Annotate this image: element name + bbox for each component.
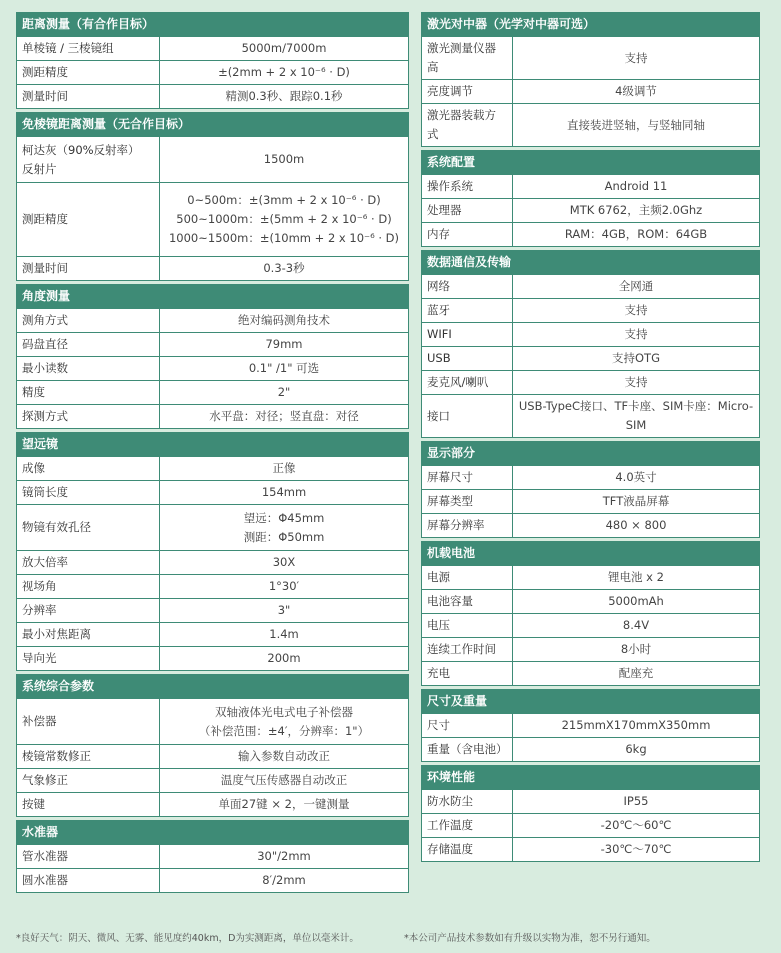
- section-title: 水准器: [16, 820, 409, 844]
- spec-value-line: 0.1" /1" 可选: [248, 361, 320, 375]
- spec-value: [160, 37, 409, 61]
- spec-value-line: 0.3-3秒: [263, 261, 305, 275]
- spec-value-line: 3": [277, 603, 291, 617]
- spec-label: 物镜有效孔径: [17, 505, 160, 551]
- spec-row: [422, 838, 760, 862]
- section-title: 尺寸及重量: [421, 689, 760, 713]
- spec-row: [17, 623, 409, 647]
- spec-label: 测距精度: [17, 183, 160, 257]
- spec-row: [17, 599, 409, 623]
- spec-value: [513, 371, 760, 395]
- spec-row: [17, 183, 409, 257]
- spec-value: [513, 638, 760, 662]
- spec-row: [17, 575, 409, 599]
- spec-label: 蓝牙: [422, 299, 513, 323]
- spec-row: [422, 714, 760, 738]
- spec-label: 测量时间: [17, 85, 160, 109]
- spec-table: [421, 274, 760, 438]
- spec-value-line: 6kg: [625, 742, 647, 756]
- spec-label: 尺寸: [422, 714, 513, 738]
- spec-label: 探测方式: [17, 405, 160, 429]
- spec-value: [513, 466, 760, 490]
- spec-value-line: （补偿范围：±4′，分辨率：1"）: [198, 723, 370, 738]
- spec-value-line: 2": [277, 385, 291, 399]
- spec-value: [513, 323, 760, 347]
- spec-label: 分辨率: [17, 599, 160, 623]
- section-title: 环境性能: [421, 765, 760, 789]
- spec-value: [513, 614, 760, 638]
- spec-label: 精度: [17, 381, 160, 405]
- spec-label: 内存: [422, 223, 513, 247]
- spec-value-line: 30"/2mm: [257, 849, 311, 863]
- section-title: 激光对中器（光学对中器可选）: [421, 12, 760, 36]
- spec-value: [513, 590, 760, 614]
- spec-row: [422, 790, 760, 814]
- spec-value-line: 4级调节: [615, 84, 657, 98]
- spec-row: [17, 257, 409, 281]
- spec-label: 处理器: [422, 199, 513, 223]
- spec-label: 补偿器: [17, 699, 160, 745]
- spec-label: 防水防尘: [422, 790, 513, 814]
- spec-value: [513, 662, 760, 686]
- spec-value: [160, 599, 409, 623]
- spec-row: [17, 793, 409, 817]
- spec-label: 充电: [422, 662, 513, 686]
- section-title: 系统综合参数: [16, 674, 409, 698]
- spec-label: 码盘直径: [17, 333, 160, 357]
- spec-row: [17, 699, 409, 745]
- spec-section: [16, 432, 409, 671]
- spec-label: 测距精度: [17, 61, 160, 85]
- spec-value-line: IP55: [623, 794, 649, 808]
- section-title: 显示部分: [421, 441, 760, 465]
- spec-row: [17, 85, 409, 109]
- spec-value: [513, 299, 760, 323]
- spec-value: [160, 745, 409, 769]
- spec-section: [16, 12, 409, 109]
- spec-row: [422, 104, 760, 147]
- spec-section: [421, 12, 760, 147]
- section-title: 距离测量（有合作目标）: [16, 12, 409, 36]
- spec-value-line: 支持: [624, 327, 648, 341]
- footnote-left: *良好天气：阴天、微风、无雾、能见度约40km，D为实测距离，单位以毫米计。: [16, 933, 359, 944]
- spec-label: 按键: [17, 793, 160, 817]
- spec-row: [17, 37, 409, 61]
- spec-row: [17, 309, 409, 333]
- spec-label: 电压: [422, 614, 513, 638]
- spec-table: [421, 174, 760, 247]
- spec-value: [160, 481, 409, 505]
- spec-table: [16, 308, 409, 429]
- spec-value: [513, 838, 760, 862]
- spec-label: 工作温度: [422, 814, 513, 838]
- spec-row: [422, 638, 760, 662]
- spec-value-line: 1.4m: [269, 627, 299, 641]
- spec-value-line: 30X: [272, 555, 296, 569]
- section-title: 机载电池: [421, 541, 760, 565]
- spec-label: 亮度调节: [422, 80, 513, 104]
- spec-section: [16, 112, 409, 281]
- spec-value-line: RAM：4GB，ROM：64GB: [564, 227, 708, 241]
- spec-value: [513, 714, 760, 738]
- spec-value-line: 输入参数自动改正: [238, 749, 330, 763]
- spec-label: WIFI: [422, 323, 513, 347]
- spec-row: [422, 323, 760, 347]
- spec-value: [160, 647, 409, 671]
- spec-value: [160, 257, 409, 281]
- spec-value-line: 79mm: [265, 337, 303, 351]
- spec-row: [17, 769, 409, 793]
- spec-value: [160, 333, 409, 357]
- spec-value-line: 双轴液体光电式电子补偿器: [215, 704, 353, 719]
- spec-value: [513, 347, 760, 371]
- spec-row: [422, 223, 760, 247]
- spec-value: [160, 309, 409, 333]
- spec-value-line: 望远：Φ45mm: [243, 510, 325, 525]
- section-title: 角度测量: [16, 284, 409, 308]
- spec-table: [421, 713, 760, 762]
- spec-value-line: 1000~1500m：±(10mm + 2 x 10⁻⁶ · D): [168, 231, 400, 245]
- spec-value: [513, 790, 760, 814]
- spec-label: 屏幕类型: [422, 490, 513, 514]
- spec-value: [160, 845, 409, 869]
- spec-row: [422, 299, 760, 323]
- spec-label: 激光器装载方式: [422, 104, 513, 147]
- spec-section: [421, 250, 760, 438]
- spec-label-line: 柯达灰（90%反射率）: [22, 142, 140, 157]
- spec-value: [513, 199, 760, 223]
- spec-value-line: 全网通: [618, 279, 654, 293]
- spec-row: [422, 566, 760, 590]
- spec-table: [421, 465, 760, 538]
- spec-value: [160, 575, 409, 599]
- section-title: 系统配置: [421, 150, 760, 174]
- spec-value: [513, 738, 760, 762]
- spec-row: [17, 505, 409, 551]
- spec-section: [16, 284, 409, 429]
- section-title: 数据通信及传输: [421, 250, 760, 274]
- spec-value: [513, 223, 760, 247]
- spec-value-line: 500~1000m：±(5mm + 2 x 10⁻⁶ · D): [176, 212, 392, 226]
- spec-row: [17, 457, 409, 481]
- spec-row: [422, 738, 760, 762]
- spec-table: [16, 136, 409, 281]
- right-column: [421, 12, 760, 865]
- spec-value-line: 1500m: [263, 152, 305, 166]
- spec-label: 麦克风/喇叭: [422, 371, 513, 395]
- spec-table: [16, 844, 409, 893]
- spec-row: [422, 466, 760, 490]
- spec-label: 测角方式: [17, 309, 160, 333]
- spec-row: [17, 381, 409, 405]
- spec-value-line: 215mmX170mmX350mm: [561, 718, 711, 732]
- spec-value-line: MTK 6762，主频2.0Ghz: [569, 203, 703, 217]
- spec-value-line: 绝对编码测角技术: [238, 313, 330, 327]
- spec-value-line: 8′/2mm: [262, 873, 306, 887]
- spec-row: [422, 590, 760, 614]
- spec-row: [17, 333, 409, 357]
- spec-value: [513, 814, 760, 838]
- spec-label: 电池容量: [422, 590, 513, 614]
- spec-value-line: 支持: [624, 375, 648, 389]
- spec-value: [160, 357, 409, 381]
- spec-label: 管水准器: [17, 845, 160, 869]
- spec-section: [421, 441, 760, 538]
- spec-label: [17, 137, 160, 183]
- spec-value-line: 0~500m：±(3mm + 2 x 10⁻⁶ · D): [187, 193, 381, 207]
- spec-value: [160, 699, 409, 745]
- spec-label: 电源: [422, 566, 513, 590]
- spec-value: [513, 275, 760, 299]
- spec-value-line: USB-TypeC接口、TF卡座、SIM卡座：Micro-SIM: [518, 399, 754, 432]
- spec-value: [160, 137, 409, 183]
- spec-value-line: 精测0.3秒、跟踪0.1秒: [225, 89, 343, 103]
- spec-value: [513, 490, 760, 514]
- spec-row: [17, 745, 409, 769]
- spec-value-line: 4.0英寸: [615, 470, 657, 484]
- section-title: 免棱镜距离测量（无合作目标）: [16, 112, 409, 136]
- spec-value-line: Android 11: [604, 179, 668, 193]
- spec-value: [160, 623, 409, 647]
- spec-value-line: 正像: [272, 461, 296, 475]
- spec-label: 成像: [17, 457, 160, 481]
- spec-value: [513, 175, 760, 199]
- spec-section: [421, 541, 760, 686]
- spec-table: [16, 456, 409, 671]
- spec-value: [513, 395, 760, 438]
- spec-label: 气象修正: [17, 769, 160, 793]
- spec-label: 存储温度: [422, 838, 513, 862]
- spec-label: 放大倍率: [17, 551, 160, 575]
- spec-value: [160, 381, 409, 405]
- spec-table: [16, 36, 409, 109]
- spec-value-line: 8.4V: [622, 618, 650, 632]
- spec-label: 圆水准器: [17, 869, 160, 893]
- spec-section: [421, 765, 760, 862]
- spec-label: 测量时间: [17, 257, 160, 281]
- spec-label: 激光测量仪器高: [422, 37, 513, 80]
- spec-row: [17, 481, 409, 505]
- spec-label: 单棱镜 / 三棱镜组: [17, 37, 160, 61]
- spec-label: 操作系统: [422, 175, 513, 199]
- spec-value: [513, 80, 760, 104]
- spec-table: [421, 565, 760, 686]
- spec-row: [422, 662, 760, 686]
- spec-value-line: 154mm: [261, 485, 307, 499]
- spec-value: [160, 61, 409, 85]
- spec-table: [421, 36, 760, 147]
- spec-section: [421, 689, 760, 762]
- spec-value-line: 支持OTG: [612, 351, 660, 365]
- spec-label: 连续工作时间: [422, 638, 513, 662]
- spec-row: [422, 275, 760, 299]
- spec-value: [160, 551, 409, 575]
- spec-section: [421, 150, 760, 247]
- spec-label: 网络: [422, 275, 513, 299]
- spec-row: [422, 395, 760, 438]
- spec-value-line: 直接装进竖轴，与竖轴同轴: [567, 117, 705, 132]
- spec-section: [16, 820, 409, 893]
- spec-value-line: -20℃～60℃: [600, 818, 672, 832]
- spec-value-line: 200m: [267, 651, 301, 665]
- spec-row: [422, 814, 760, 838]
- spec-row: [17, 647, 409, 671]
- spec-value-line: 配座充: [618, 666, 654, 680]
- spec-row: [17, 61, 409, 85]
- spec-value: [513, 514, 760, 538]
- spec-label: 视场角: [17, 575, 160, 599]
- spec-value: [513, 566, 760, 590]
- spec-label: 屏幕分辨率: [422, 514, 513, 538]
- spec-value-line: 单面27键 × 2，一键测量: [218, 797, 350, 811]
- spec-label: 重量（含电池）: [422, 738, 513, 762]
- spec-section: [16, 674, 409, 817]
- spec-value-line: TFT液晶屏幕: [602, 494, 670, 508]
- left-column: [16, 12, 409, 896]
- spec-label: USB: [422, 347, 513, 371]
- spec-value: [513, 37, 760, 80]
- spec-row: [422, 37, 760, 80]
- section-title: 望远镜: [16, 432, 409, 456]
- spec-table: [16, 698, 409, 817]
- spec-row: [17, 357, 409, 381]
- spec-row: [422, 490, 760, 514]
- spec-value: [160, 793, 409, 817]
- spec-label: 导向光: [17, 647, 160, 671]
- spec-row: [17, 551, 409, 575]
- spec-value: [160, 505, 409, 551]
- spec-label: 屏幕尺寸: [422, 466, 513, 490]
- spec-label: 镜筒长度: [17, 481, 160, 505]
- spec-value-line: 温度气压传感器自动改正: [220, 773, 348, 787]
- spec-row: [422, 199, 760, 223]
- spec-row: [17, 869, 409, 893]
- spec-label: 接口: [422, 395, 513, 438]
- spec-value-line: 测距：Φ50mm: [243, 529, 325, 544]
- spec-value-line: 480 × 800: [605, 518, 667, 532]
- spec-label: 棱镜常数修正: [17, 745, 160, 769]
- spec-value: [513, 104, 760, 147]
- spec-row: [17, 405, 409, 429]
- spec-value-line: ±(2mm + 2 x 10⁻⁶ · D): [218, 65, 350, 79]
- spec-value: [160, 457, 409, 481]
- footnote-right: *本公司产品技术参数如有升级以实物为准，恕不另行通知。: [404, 933, 656, 944]
- spec-label-line: 反射片: [22, 161, 57, 176]
- spec-label: 最小对焦距离: [17, 623, 160, 647]
- spec-value: [160, 85, 409, 109]
- spec-row: [17, 137, 409, 183]
- spec-value-line: 支持: [624, 50, 648, 65]
- spec-row: [422, 371, 760, 395]
- spec-value: [160, 869, 409, 893]
- spec-value-line: -30℃～70℃: [600, 842, 672, 856]
- spec-row: [422, 347, 760, 371]
- spec-row: [17, 845, 409, 869]
- spec-row: [422, 514, 760, 538]
- spec-value-line: 支持: [624, 303, 648, 317]
- spec-value-line: 5000mAh: [608, 594, 664, 608]
- spec-value-line: 5000m/7000m: [241, 41, 327, 55]
- spec-label: 最小读数: [17, 357, 160, 381]
- spec-row: [422, 175, 760, 199]
- spec-value: [160, 405, 409, 429]
- spec-value-line: 水平盘：对径；竖直盘：对径: [209, 409, 359, 423]
- spec-value-line: 8小时: [620, 642, 652, 656]
- spec-value: [160, 769, 409, 793]
- spec-value-line: 锂电池 x 2: [608, 570, 664, 584]
- spec-row: [422, 614, 760, 638]
- spec-value: [160, 183, 409, 257]
- spec-value-line: 1°30′: [268, 579, 300, 593]
- spec-table: [421, 789, 760, 862]
- spec-row: [422, 80, 760, 104]
